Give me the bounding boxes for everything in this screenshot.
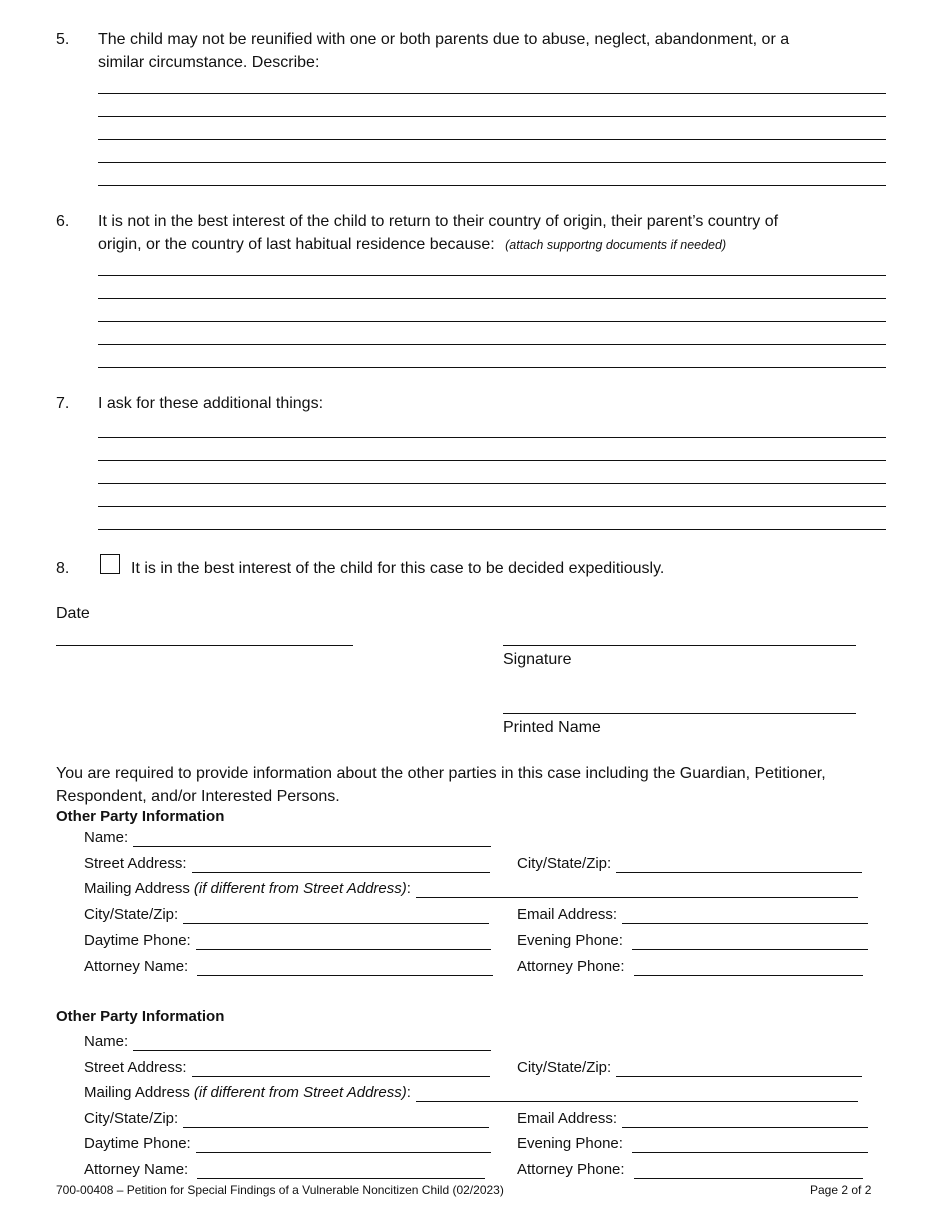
party-1-city-right-row — [517, 855, 862, 873]
party-2-mailing-row — [84, 1084, 858, 1102]
party-2-attorney-phone-field[interactable] — [634, 1164, 863, 1179]
party-2-street-label: Street Address: — [84, 1059, 187, 1076]
item-6-answer-line[interactable] — [98, 367, 886, 368]
item-6-answer-line[interactable] — [98, 298, 886, 299]
party-1-mailing-label: Mailing Address — [84, 880, 190, 897]
item-7-answer-line[interactable] — [98, 506, 886, 507]
party-2-city-right-row — [517, 1059, 862, 1077]
party-2-mailing-field[interactable] — [416, 1087, 858, 1102]
party-1-evening-label: Evening Phone: — [517, 932, 623, 949]
party-2-email-label: Email Address: — [517, 1110, 618, 1127]
expedite-checkbox[interactable] — [100, 554, 120, 574]
party-2-daytime-field[interactable] — [196, 1138, 491, 1153]
party-2-mailing-note: (if different from Street Address) — [193, 1084, 407, 1101]
instructions-line2: Respondent, and/or Interested Persons. — [56, 788, 340, 805]
party-2-mailing-label: Mailing Address — [84, 1084, 190, 1101]
party-2-evening-label: Evening Phone: — [517, 1135, 623, 1152]
item-6-answer-line[interactable] — [98, 344, 886, 345]
party-1-city-right-field[interactable] — [616, 858, 862, 873]
party-2-city-row — [84, 1110, 489, 1128]
item-7-answer-line[interactable] — [98, 437, 886, 438]
item-5-answer-line[interactable] — [98, 116, 886, 117]
item-7-text: I ask for these additional things: — [98, 395, 324, 412]
party-2-street-field[interactable] — [192, 1062, 490, 1077]
item-5-text-line1: The child may not be reunified with one or both parents due to abuse, neglect, abandonment, or a — [98, 31, 790, 48]
party-1-city-right-label: City/State/Zip: — [517, 855, 612, 872]
party-2-name-row — [84, 1033, 491, 1051]
item-8-text: It is in the best interest of the child for this case to be decided expeditiously. — [131, 560, 665, 577]
printed-name-label: Printed Name — [503, 719, 601, 736]
party-1-street-field[interactable] — [192, 858, 490, 873]
item-7-answer-line[interactable] — [98, 483, 886, 484]
party-1-daytime-field[interactable] — [196, 935, 491, 950]
party-1-mailing-field[interactable] — [416, 883, 858, 898]
party-2-daytime-row — [84, 1135, 491, 1153]
party-1-attorney-phone-field[interactable] — [634, 961, 863, 976]
party-1-attorney-name-field[interactable] — [197, 961, 493, 976]
item-7-number: 7. — [56, 395, 70, 412]
item-7-answer-line[interactable] — [98, 460, 886, 461]
party-1-name-field[interactable] — [133, 832, 491, 847]
party-2-evening-row — [517, 1135, 868, 1153]
instructions-line1: You are required to provide information about the other parties in this case including the Guardian, Petitioner, — [56, 765, 826, 782]
party-2-attorney-row — [84, 1161, 485, 1179]
item-5-answer-line[interactable] — [98, 139, 886, 140]
footer-form-id: 700-00408 – Petition for Special Findings of a Vulnerable Noncitizen Child (02/2023) — [56, 1183, 504, 1197]
signature-line[interactable] — [503, 645, 856, 646]
party-1-attorney-phone-row — [517, 958, 863, 976]
party-2-name-label: Name: — [84, 1033, 129, 1050]
party-2-name-field[interactable] — [133, 1036, 491, 1051]
party-1-mailing-colon: : — [406, 880, 411, 897]
party-1-city-row — [84, 906, 489, 924]
date-line[interactable] — [56, 645, 353, 646]
party-1-mailing-row — [84, 880, 858, 898]
item-6-answer-line[interactable] — [98, 321, 886, 322]
party-1-mailing-note: (if different from Street Address) — [193, 880, 407, 897]
party-1-street-row — [84, 855, 490, 873]
item-6-number: 6. — [56, 213, 70, 230]
party-1-daytime-label: Daytime Phone: — [84, 932, 191, 949]
item-7-answer-line[interactable] — [98, 529, 886, 530]
item-5-text-line2: similar circumstance. Describe: — [98, 54, 320, 71]
party-2-street-row — [84, 1059, 490, 1077]
party-1-attorney-name-label: Attorney Name: — [84, 958, 189, 975]
item-5-answer-line[interactable] — [98, 185, 886, 186]
item-6-text-line1: It is not in the best interest of the child to return to their country of origin, their parent’s country of — [98, 213, 779, 230]
party-2-city-label: City/State/Zip: — [84, 1110, 179, 1127]
item-5-answer-line[interactable] — [98, 162, 886, 163]
party-2-attorney-name-label: Attorney Name: — [84, 1161, 189, 1178]
party-2-city-right-label: City/State/Zip: — [517, 1059, 612, 1076]
party-2-daytime-label: Daytime Phone: — [84, 1135, 191, 1152]
date-label: Date — [56, 605, 90, 622]
item-5-answer-line[interactable] — [98, 93, 886, 94]
party-1-street-label: Street Address: — [84, 855, 187, 872]
other-party-2-heading: Other Party Information — [56, 1008, 225, 1025]
item-6-text-line2 — [98, 235, 726, 255]
party-2-evening-field[interactable] — [632, 1138, 868, 1153]
item-6-text-line2-main: origin, or the country of last habitual residence because: — [98, 236, 495, 253]
item-6-answer-line[interactable] — [98, 275, 886, 276]
party-1-daytime-row — [84, 932, 491, 950]
printed-name-line[interactable] — [503, 713, 856, 714]
party-1-email-field[interactable] — [622, 909, 868, 924]
party-1-evening-row — [517, 932, 868, 950]
party-1-city-field[interactable] — [183, 909, 489, 924]
footer-page-number: Page 2 of 2 — [810, 1183, 872, 1197]
party-1-attorney-row — [84, 958, 493, 976]
party-2-city-field[interactable] — [183, 1113, 489, 1128]
party-2-attorney-phone-row — [517, 1161, 863, 1179]
party-1-attorney-phone-label: Attorney Phone: — [517, 958, 625, 975]
signature-label: Signature — [503, 651, 572, 668]
item-6-note: (attach supportng documents if needed) — [505, 238, 727, 252]
party-1-city-label: City/State/Zip: — [84, 906, 179, 923]
party-2-attorney-phone-label: Attorney Phone: — [517, 1161, 625, 1178]
item-5-number: 5. — [56, 31, 70, 48]
party-2-mailing-colon: : — [406, 1084, 411, 1101]
party-1-email-label: Email Address: — [517, 906, 618, 923]
other-party-1-heading: Other Party Information — [56, 808, 225, 825]
item-8-number: 8. — [56, 560, 70, 577]
party-2-attorney-name-field[interactable] — [197, 1164, 485, 1179]
party-1-name-row — [84, 829, 491, 847]
party-2-city-right-field[interactable] — [616, 1062, 862, 1077]
party-1-name-label: Name: — [84, 829, 129, 846]
party-1-email-row — [517, 906, 868, 924]
party-2-email-field[interactable] — [622, 1113, 868, 1128]
party-1-evening-field[interactable] — [632, 935, 868, 950]
party-2-email-row — [517, 1110, 868, 1128]
